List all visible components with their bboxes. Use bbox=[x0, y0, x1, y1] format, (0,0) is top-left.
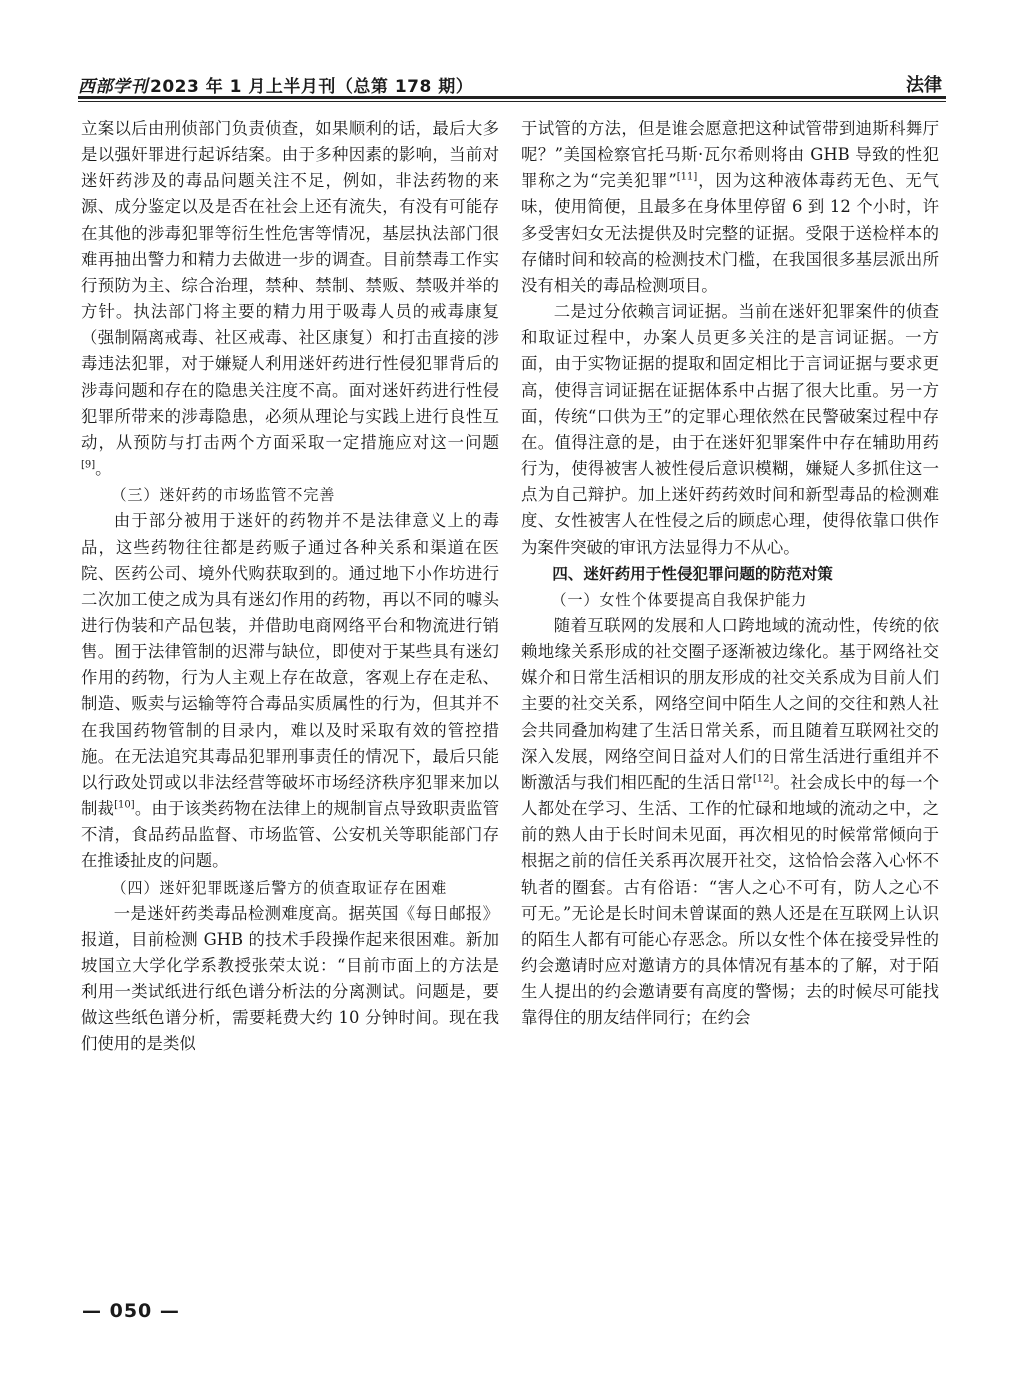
paragraph: 立案以后由刑侦部门负责侦查，如果顺利的话，最后大多是以强奸罪进行起诉结案。由于多种因素的影响，当前对迷奸药涉及的毒品问题关注不足，例如，非法药物的来源、成分鉴定以及是否在社会上还有流失，有没有可能存在其他的涉毒犯罪等衍生性危害等情况，基层执法部门很难再抽出警力和精力去做进一步的调查。目前禁毒工作实行预防为主、综合治理，禁种、禁制、禁贩、禁吸并举的方针。执法部门将主要的精力用于吸毒人员的戒毒康复（强制隔离戒毒、社区戒毒、社区康复）和打击直接的涉毒违法犯罪，对于嫌疑人利用迷奸药进行性侵犯罪背后的涉毒问题和存在的隐患关注度不高。面对迷奸药进行性侵犯罪所带来的涉毒隐患，必须从理论与实践上进行良性互动，从预防与打击两个方面采取一定措施应对这一问题[9]。 bbox=[81, 119, 499, 479]
journal-masthead bbox=[78, 72, 473, 97]
section-heading: 四、迷奸药用于性侵犯罪问题的防范对策 bbox=[552, 564, 833, 583]
header-rule bbox=[78, 96, 946, 99]
left-column bbox=[81, 116, 499, 1058]
citation: [10] bbox=[114, 799, 135, 811]
right-column bbox=[521, 116, 939, 1031]
page-header bbox=[78, 66, 946, 102]
paragraph: 二是过分依赖言词证据。当前在迷奸犯罪案件的侦查和取证过程中，办案人员更多关注的是言词证据。一方面，由于实物证据的提取和固定相比于言词证据与要求更高，使得言词证据在证据体系中占据了很大比重。另一方面，传统“口供为王”的定罪心理依然在民警破案过程中存在。值得注意的是，由于在迷奸犯罪案件中存在辅助用药行为，使得被害人被性侵后意识模糊，嫌疑人多抓住这一点为自己辩护。加上迷奸药药效时间和新型毒品的检测难度、女性被害人在性侵之后的顾虑心理，使得依靠口供作为案件突破的审讯方法显得力不从心。 bbox=[521, 302, 939, 557]
page-number: — 050 — bbox=[82, 1300, 180, 1322]
citation: [9] bbox=[81, 459, 96, 471]
section-title: 法律 bbox=[906, 75, 942, 96]
journal-logo: 西部学刊 bbox=[78, 77, 148, 97]
citation: [11] bbox=[676, 171, 698, 183]
issue-info: 2023 年 1 月上半月刊（总第 178 期） bbox=[150, 77, 474, 97]
citation: [12] bbox=[752, 773, 774, 785]
paragraph: 随着互联网的发展和人口跨地域的流动性，传统的依赖地缘关系形成的社交圈子逐渐被边缘化。基于网络社交媒介和日常生活相识的朋友形成的社交关系成为目前人们主要的社交关系，网络空间中陌生人之间的交往和熟人社会共同叠加构建了生活日常关系，而且随着互联网社交的深入发展，网络空间日益对人们的日常生活进行重组并不断激活与我们相匹配的生活日常[12]。社会成长中的每一个人都处在学习、生活、工作的忙碌和地域的流动之中，之前的熟人由于长时间未见面，再次相见的时候常常倾向于根据之前的信任关系再次展开社交，这恰恰会落入心怀不轨者的圈套。古有俗语：“害人之心不可有，防人之心不可无。”无论是长时间未曾谋面的熟人还是在互联网上认识的陌生人都有可能心存恶念。所以女性个体在接受异性的约会邀请时应对邀请方的具体情况有基本的了解，对于陌生人提出的约会邀请要有高度的警惕；去的时候尽可能找靠得住的朋友结伴同行；在约会 bbox=[521, 615, 940, 1028]
paragraph: 于试管的方法，但是谁会愿意把这种试管带到迪斯科舞厅呢？”美国检察官托马斯·瓦尔希则将由 GHB 导致的性犯罪称之为“完美犯罪”[11]，因为这种液体毒药无色、无气味，使用简便，且最多在身体里停留 6 到 12 个小时，许多受害妇女无法提供及时完整的证据。受限于送检样本的存储时间和较高的检测技术门槛，在我国很多基层派出所没有相关的毒品检测项目。 bbox=[521, 119, 940, 295]
subsection-heading: （四）迷奸犯罪既遂后警方的侦查取证存在困难 bbox=[111, 878, 448, 897]
paragraph: 由于部分被用于迷奸的药物并不是法律意义上的毒品，这些药物往往都是药贩子通过各种关系和渠道在医院、医药公司、境外代购获取到的。通过地下小作坊进行二次加工使之成为具有迷幻作用的药物，再以不同的噱头进行伪装和产品包装，并借助电商网络平台和物流进行销售。囿于法律管制的迟滞与缺位，即使对于某些具有迷幻作用的药物，行为人主观上存在故意，客观上存在走私、制造、贩卖与运输等符合毒品实质属性的行为，但其并不在我国药物管制的目录内，难以及时采取有效的管控措施。在无法追究其毒品犯罪刑事责任的情况下，最后只能以行政处罚或以非法经营等破坏市场经济秩序犯罪来加以制裁[10]。由于该类药物在法律上的规制盲点导致职责监管不清，食品药品监督、市场监管、公安机关等职能部门存在推诿扯皮的问题。 bbox=[81, 511, 500, 871]
paragraph: 一是迷奸药类毒品检测难度高。据英国《每日邮报》报道，目前检测 GHB 的技术手段操作起来很困难。新加坡国立大学化学系教授张荣太说：“目前市面上的方法是利用一类试纸进行纸色谱分析法的分离测试。问题是，要做这些纸色谱分析，需要耗费大约 10 分钟时间。现在我们使用的是类似 bbox=[81, 903, 499, 1054]
subsection-heading: （三）迷奸药的市场监管不完善 bbox=[111, 486, 336, 505]
subsection-heading: （一）女性个体要提高自我保护能力 bbox=[551, 590, 808, 609]
header-rule-thin bbox=[78, 101, 946, 102]
